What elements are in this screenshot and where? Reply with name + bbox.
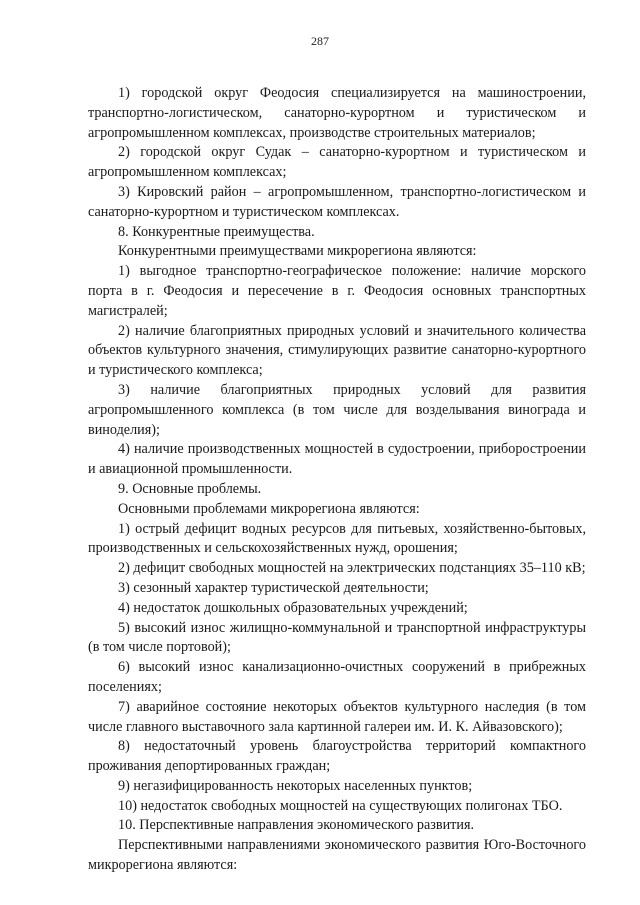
advantage-item-1: 1) выгодное транспортно-географическое положение: наличие морского порта в г. Феодосия и пересечение в г. Феодосия основных транспортных магистралей; — [88, 263, 586, 319]
problem-item-3: 3) сезонный характер туристической деятельности; — [118, 579, 429, 596]
problem-item-5: 5) высокий износ жилищно-коммунальной и транспортной инфраструктуры (в том числе портовой); — [88, 619, 586, 656]
problem-item-4: 4) недостаток дошкольных образовательных учреждений; — [118, 599, 468, 616]
advantage-item-2: 2) наличие благоприятных природных условий и значительного количества объектов культурного значения, стимулирующих развитие санаторно-курортного и туристического комплекса; — [88, 322, 586, 379]
problem-item-8: 8) недостаточный уровень благоустройства территорий компактного проживания депортированных граждан; — [88, 738, 586, 775]
problem-item-1: 1) острый дефицит водных ресурсов для питьевых, хозяйственно-бытовых, производственных и сельскохозяйственных нужд, орошения; — [88, 520, 586, 557]
problem-item-9: 9) негазифицированность некоторых населенных пунктов; — [118, 777, 473, 794]
paragraph-sudak-specialization: 2) городской округ Судак – санаторно-курортном и туристическом и агропромышленном комплексах; — [88, 144, 586, 181]
paragraph-directions-intro: Перспективными направлениями экономического развития Юго-Восточного микрорегиона являются: — [88, 837, 586, 874]
problem-item-2: 2) дефицит свободных мощностей на электрических подстанциях 35–110 кВ; — [118, 560, 586, 577]
page-number: 287 — [311, 34, 329, 48]
section-heading-competitive-advantages: 8. Конкурентные преимущества. — [118, 223, 315, 240]
advantage-item-4: 4) наличие производственных мощностей в судостроении, приборостроении и авиационной промышленности. — [88, 441, 586, 478]
paragraph-advantages-intro: Конкурентными преимуществами микрорегиона являются: — [118, 243, 477, 260]
problem-item-7: 7) аварийное состояние некоторых объектов культурного наследия (в том числе главного выставочного зала картинной галереи им. И. К. Айвазовского); — [88, 698, 586, 735]
paragraph-kirovsky-specialization: 3) Кировский район – агропромышленном, транспортно-логистическом и санаторно-курортном и туристическом комплексах. — [88, 183, 586, 220]
paragraph-feodosia-specialization: 1) городской округ Феодосия специализируется на машиностроении, транспортно-логистическом, санаторно-курортном и туристическом и агропромышленном комплексах, производстве строительных материалов; — [88, 85, 586, 141]
advantage-item-3: 3) наличие благоприятных природных условий для развития агропромышленного комплекса (в том числе для возделывания винограда и виноделия); — [88, 381, 586, 438]
paragraph-problems-intro: Основными проблемами микрорегиона являются: — [118, 500, 420, 517]
document-body — [88, 84, 586, 876]
section-heading-development-directions: 10. Перспективные направления экономического развития. — [118, 817, 475, 834]
section-heading-main-problems: 9. Основные проблемы. — [118, 480, 262, 497]
problem-item-10: 10) недостаток свободных мощностей на существующих полигонах ТБО. — [118, 797, 563, 814]
problem-item-6: 6) высокий износ канализационно-очистных сооружений в прибрежных поселениях; — [88, 659, 586, 695]
